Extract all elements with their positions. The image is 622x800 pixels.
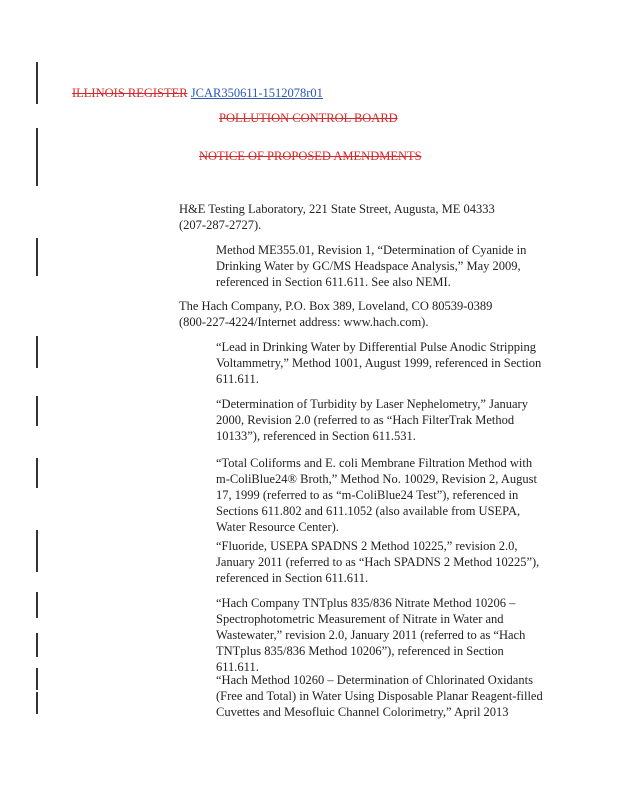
change-bar — [36, 128, 38, 186]
text-line: TNTplus 835/836 Method 10206”), referenced in Section — [216, 644, 504, 658]
change-bar — [36, 396, 38, 426]
text-line: Method ME355.01, Revision 1, “Determination of Cyanide in — [216, 243, 527, 257]
board-title: POLLUTION CONTROL BOARD — [219, 111, 398, 125]
method-entry — [216, 595, 566, 675]
text-line: Drinking Water by GC/MS Headspace Analysis,” May 2009, — [216, 259, 521, 273]
method-entry — [216, 672, 566, 720]
company-address-entry — [179, 298, 559, 330]
notice-title: NOTICE OF PROPOSED AMENDMENTS — [199, 149, 422, 163]
text-line: “Determination of Turbidity by Laser Nephelometry,” January — [216, 397, 528, 411]
text-line: Cuvettes and Mesofluic Channel Colorimetry,” April 2013 — [216, 705, 509, 719]
register-deleted-text: ILLINOIS REGISTER — [72, 86, 188, 100]
text-line: Voltammetry,” Method 1001, August 1999, referenced in Section — [216, 356, 542, 370]
change-bar — [36, 633, 38, 657]
change-bar — [36, 238, 38, 276]
text-line: (Free and Total) in Water Using Disposable Planar Reagent-filled — [216, 689, 543, 703]
change-bar — [36, 592, 38, 618]
text-line: 17, 1999 (referred to as “m-ColiBlue24 Test”), referenced in — [216, 488, 519, 502]
text-line: “Hach Company TNTplus 835/836 Nitrate Method 10206 – — [216, 596, 516, 610]
text-line: “Lead in Drinking Water by Differential Pulse Anodic Stripping — [216, 340, 536, 354]
method-entry — [216, 538, 566, 586]
text-line: The Hach Company, P.O. Box 389, Loveland, CO 80539-0389 — [179, 299, 493, 313]
lab-address-entry — [179, 201, 559, 233]
method-entry — [216, 339, 566, 387]
text-line: 2000, Revision 2.0 (referred to as “Hach FilterTrak Method — [216, 413, 515, 427]
text-line: Spectrophotometric Measurement of Nitrate in Water and — [216, 612, 504, 626]
text-line: 611.611. — [216, 372, 259, 386]
text-line: 10133”), referenced in Section 611.531. — [216, 429, 416, 443]
text-line: Water Resource Center). — [216, 520, 339, 534]
text-line: referenced in Section 611.611. See also NEMI. — [216, 275, 451, 289]
change-bar — [36, 458, 38, 488]
text-line: “Total Coliforms and E. coli Membrane Filtration Method with — [216, 456, 533, 470]
register-inserted-text: JCAR350611-1512078r01 — [190, 86, 323, 100]
method-entry — [216, 455, 566, 535]
text-line: referenced in Section 611.611. — [216, 571, 369, 585]
text-line: H&E Testing Laboratory, 221 State Street, Augusta, ME 04333 — [179, 202, 495, 216]
method-entry — [216, 242, 566, 290]
text-line: “Fluoride, USEPA SPADNS 2 Method 10225,” revision 2.0, — [216, 539, 518, 553]
text-line: m-ColiBlue24® Broth,” Method No. 10029, Revision 2, August — [216, 472, 537, 486]
text-line: 611.611. — [216, 660, 259, 674]
text-line: Wastewater,” revision 2.0, January 2011 (referred to as “Hach — [216, 628, 526, 642]
change-bar — [36, 692, 38, 714]
register-header — [72, 86, 323, 101]
text-line: January 2011 (referred to as “Hach SPADNS 2 Method 10225”), — [216, 555, 540, 569]
change-bar — [36, 530, 38, 572]
change-bar — [36, 336, 38, 368]
change-bar — [36, 668, 38, 690]
text-line: “Hach Method 10260 – Determination of Chlorinated Oxidants — [216, 673, 533, 687]
text-line: (207-287-2727). — [179, 218, 262, 232]
change-bar — [36, 62, 38, 104]
text-line: Sections 611.802 and 611.1052 (also available from USEPA, — [216, 504, 521, 518]
text-line: (800-227-4224/Internet address: www.hach.com). — [179, 315, 429, 329]
method-entry — [216, 396, 566, 444]
